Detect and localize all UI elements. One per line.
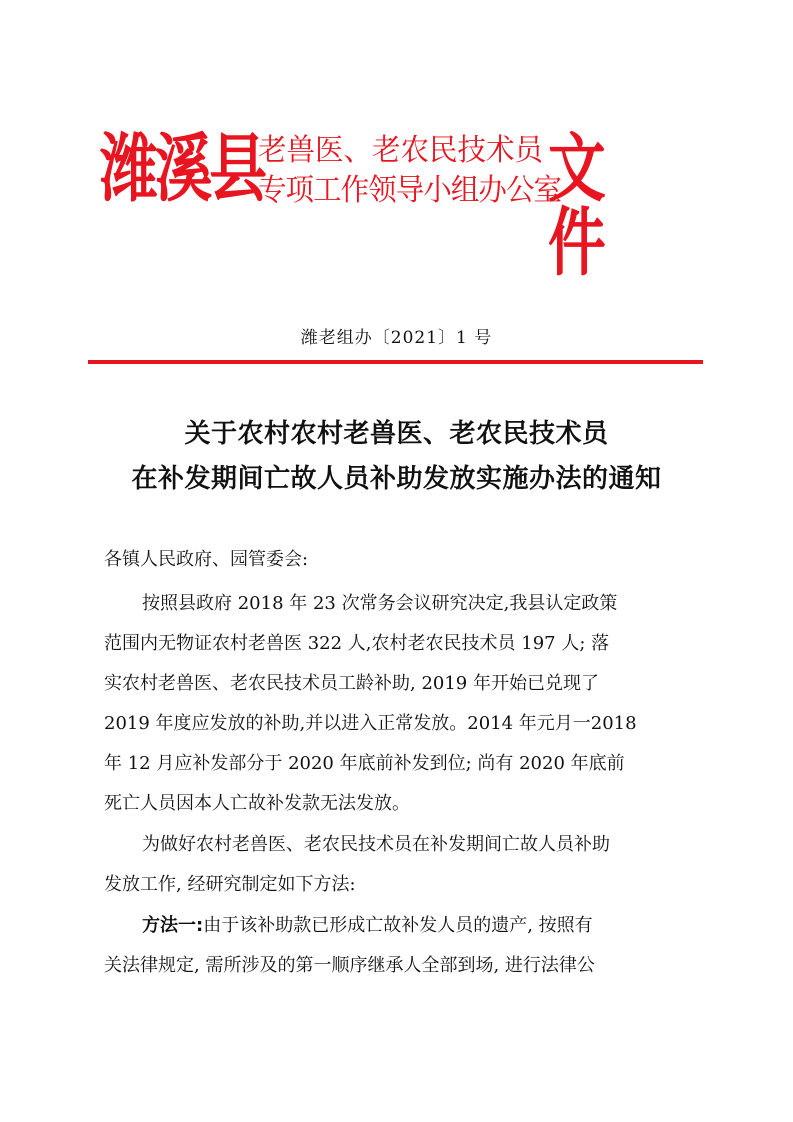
paragraph-line: 范围内无物证农村老兽医 322 人,农村老农民技术员 197 人; 落 [104, 633, 610, 654]
document-number: 潍老组办〔2021〕1 号 [300, 328, 493, 348]
method-label: 方法一: [142, 915, 204, 936]
letterhead-county-name: 潍溪县 [100, 126, 264, 212]
paragraph-3 [104, 906, 704, 986]
title-line-1: 关于农村农村老兽医、老农民技术员 [184, 419, 609, 449]
red-divider [88, 360, 703, 364]
letterhead-document-word: 文件 [548, 126, 603, 286]
paragraph-line: 关法律规定, 需所涉及的第一顺序继承人全部到场, 进行法律公 [104, 955, 595, 976]
paragraph-line: 实农村老兽医、老农民技术员工龄补助, 2019 年开始已兑现了 [104, 673, 599, 694]
letterhead-line-2: 专项工作领导小组办公室 [258, 173, 562, 208]
method-line [104, 906, 704, 946]
paragraph-line: 发放工作, 经研究制定如下方法: [104, 874, 356, 895]
paragraph-line: 年 12 月应补发部分于 2020 年底前补发到位; 尚有 2020 年底前 [104, 753, 625, 774]
paragraph-line: 2019 年度应发放的补助,并以进入正常发放。2014 年元月一2018 [104, 713, 637, 734]
paragraph-line: 死亡人员因本人亡故补发款无法发放。 [104, 793, 410, 814]
salutation: 各镇人民政府、园管委会: [104, 549, 309, 570]
method-text: 由于该补助款已形成亡故补发人员的遗产, 按照有 [203, 915, 593, 936]
paragraph-1 [104, 584, 704, 824]
paragraph-line: 按照县政府 2018 年 23 次常务会议研究决定,我县认定政策 [142, 593, 618, 614]
paragraph-2 [104, 825, 704, 905]
letterhead [100, 126, 670, 286]
paragraph-line: 为做好农村老兽医、老农民技术员在补发期间亡故人员补助 [142, 834, 610, 855]
letterhead-line-1: 老兽医、老农民技术员 [258, 133, 543, 168]
title-line-2: 在补发期间亡故人员补助发放实施办法的通知 [131, 464, 662, 494]
